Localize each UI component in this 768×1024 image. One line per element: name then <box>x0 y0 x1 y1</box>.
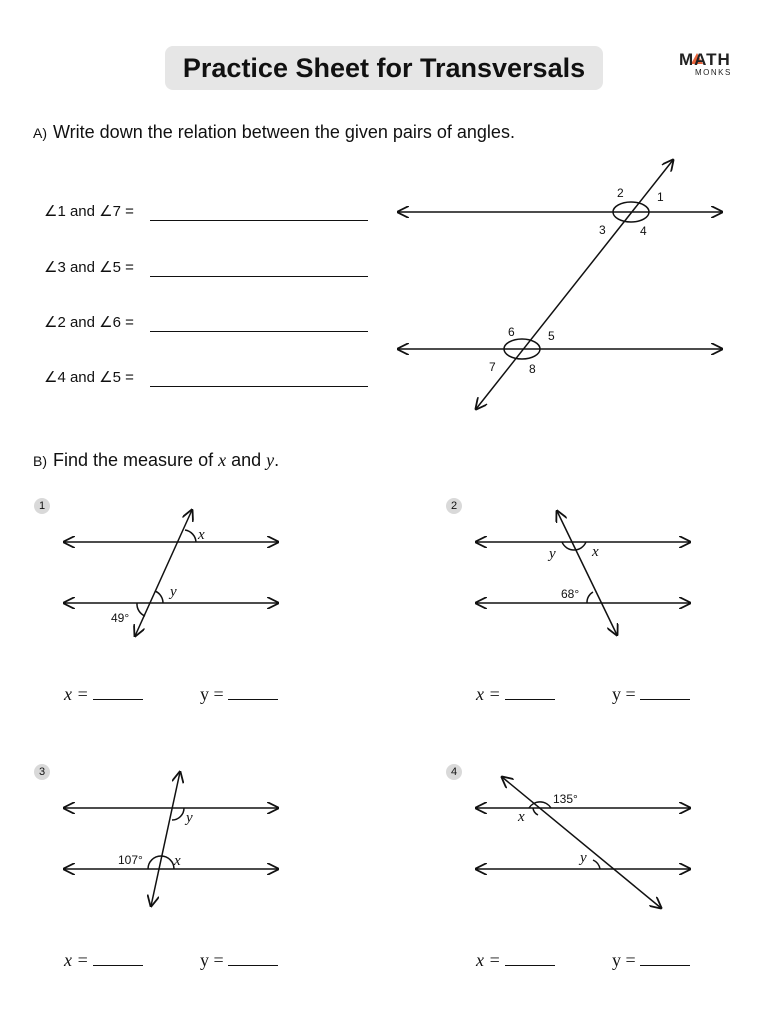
variable-x-label: x <box>518 809 525 825</box>
problem-1-diagram <box>64 510 278 636</box>
problem-number-badge: 2 <box>446 498 462 514</box>
y-answer-label: y = <box>612 684 636 704</box>
x-answer-label: x = <box>476 684 501 704</box>
question-text: ∠4 and ∠5 = <box>44 369 134 386</box>
section-b-var-y: y <box>266 450 275 470</box>
problem-3-diagram <box>64 772 278 906</box>
variable-y-label: y <box>186 810 193 826</box>
variable-x-label: x <box>592 544 599 560</box>
variable-y-label: y <box>580 850 587 866</box>
variable-x-label: x <box>198 527 205 543</box>
y-answer-label: y = <box>200 950 224 970</box>
angle-label: 8 <box>529 362 536 376</box>
problem-number-badge: 3 <box>34 764 50 780</box>
section-a-letter: A) <box>33 125 47 141</box>
angle-arc <box>137 603 145 616</box>
transversal-line <box>476 160 673 409</box>
section-a-text: Write down the relation between the given pairs of angles. <box>53 122 515 142</box>
logo-word: MATH <box>679 50 731 69</box>
angle-label: 3 <box>599 223 606 237</box>
angle-label: 6 <box>508 325 515 339</box>
problem-number-badge: 4 <box>446 764 462 780</box>
section-a-diagram <box>398 160 722 409</box>
angle-label: 1 <box>657 190 664 204</box>
x-answer-label: x = <box>476 950 501 970</box>
x-answer-label: x = <box>64 950 89 970</box>
angle-arc <box>533 808 538 815</box>
angle-arc <box>185 530 196 542</box>
given-angle-label: 68° <box>561 587 580 601</box>
page-title: Practice Sheet for Transversals <box>182 52 586 83</box>
given-angle-label: 107° <box>118 853 143 867</box>
logo-subtitle: MONKS <box>695 68 732 77</box>
problem-4-diagram <box>476 777 690 908</box>
question-text: ∠2 and ∠6 = <box>44 314 134 331</box>
x-answer-label: x = <box>64 684 89 704</box>
problem-number-badge: 1 <box>34 498 50 514</box>
y-answer-label: y = <box>200 684 224 704</box>
angle-label: 7 <box>489 360 496 374</box>
angle-arc <box>587 592 593 603</box>
y-answer-label: y = <box>612 950 636 970</box>
section-b-text-prefix: Find the measure of <box>53 450 219 470</box>
transversal-line <box>502 777 661 908</box>
transversal-line <box>557 511 617 635</box>
question-text: ∠3 and ∠5 = <box>44 259 134 276</box>
angle-label: 4 <box>640 224 647 238</box>
section-b-text-and: and <box>226 450 267 470</box>
variable-y-label: y <box>549 546 556 562</box>
angle-arc <box>155 591 163 603</box>
section-b-letter: B) <box>33 453 47 469</box>
section-b-text-suffix: . <box>274 450 280 470</box>
section-b-var-x: x <box>218 450 227 470</box>
question-text: ∠1 and ∠7 = <box>44 203 134 220</box>
angle-label: 2 <box>617 186 624 200</box>
angle-arc <box>593 860 600 869</box>
variable-x-label: x <box>174 853 181 869</box>
problem-2-diagram <box>476 511 690 635</box>
given-angle-label: 135° <box>553 792 578 806</box>
given-angle-label: 49° <box>111 611 130 625</box>
transversal-line <box>135 510 192 636</box>
variable-y-label: y <box>170 584 177 600</box>
transversal-line <box>151 772 180 906</box>
angle-label: 5 <box>548 329 555 343</box>
angle-arc <box>172 808 184 820</box>
